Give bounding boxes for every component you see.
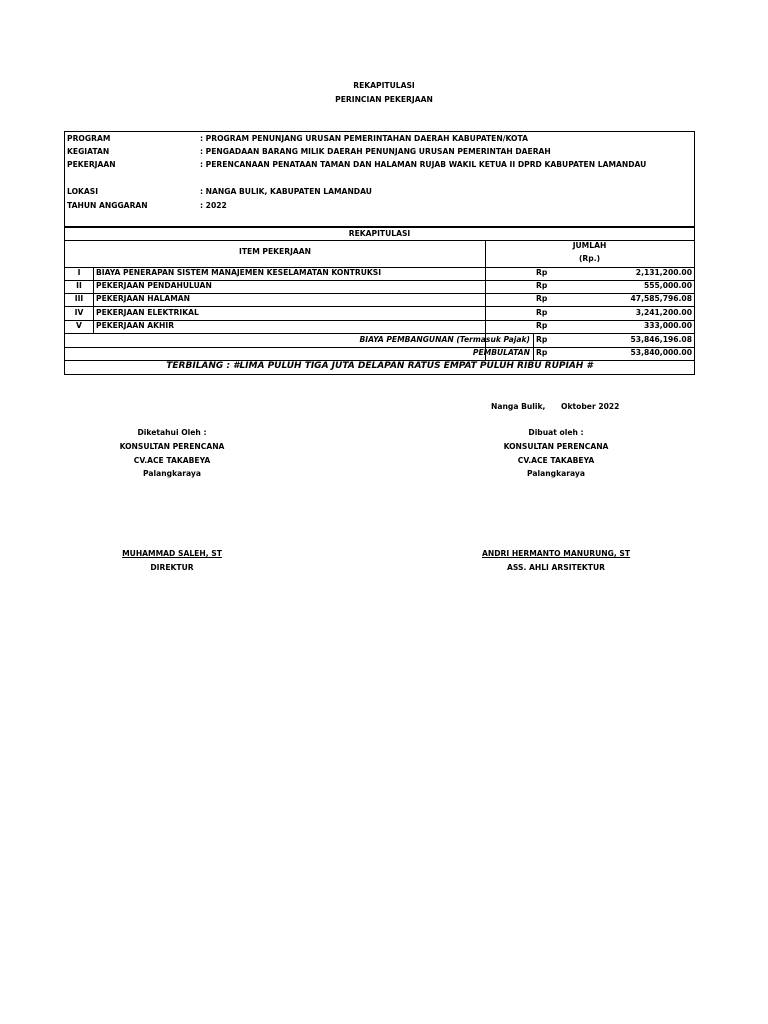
row-number: V [76, 321, 82, 330]
row-number: III [74, 294, 84, 303]
row-currency: Rp [536, 308, 548, 317]
row-number: IV [74, 308, 84, 317]
recap-table [64, 227, 695, 375]
date: Oktober 2022 [561, 402, 620, 411]
document-title: REKAPITULASI [353, 81, 415, 90]
left-sign-company-role: KONSULTAN PERENCANA [119, 442, 225, 451]
row-item: PEKERJAAN PENDAHULUAN [96, 281, 212, 290]
right-signer-name: ANDRI HERMANTO MANURUNG, ST [481, 549, 631, 558]
row-number: I [77, 268, 81, 277]
row-amount: 333,000.00 [643, 321, 692, 330]
lokasi-value: : NANGA BULIK, KABUPATEN LAMANDAU [200, 187, 372, 196]
table-divider [65, 306, 694, 307]
table-divider [533, 333, 534, 360]
tahun-anggaran-label: TAHUN ANGGARAN [67, 201, 148, 210]
left-signer-name: MUHAMMAD SALEH, ST [122, 549, 222, 558]
row-amount: 2,131,200.00 [635, 268, 692, 277]
table-divider [93, 267, 94, 333]
row-item: BIAYA PENERAPAN SISTEM MANAJEMEN KESELAMATAN KONTRUKSI [96, 268, 382, 277]
row-amount: 3,241,200.00 [635, 308, 692, 317]
document-subtitle: PERINCIAN PEKERJAAN [335, 95, 433, 104]
left-sign-caption: Diketahui Oleh : [137, 428, 207, 437]
program-label: PROGRAM [67, 134, 111, 143]
left-sign-city: Palangkaraya [143, 469, 201, 478]
table-divider [485, 267, 486, 360]
project-info-box [64, 131, 695, 227]
pekerjaan-value: : PERENCANAAN PENATAAN TAMAN DAN HALAMAN RUJAB WAKIL KETUA II DPRD KABUPATEN LAMANDAU [200, 160, 647, 169]
row-item: PEKERJAAN ELEKTRIKAL [96, 308, 199, 317]
rounding-label: PEMBULATAN [472, 348, 530, 357]
table-divider [65, 333, 694, 334]
kegiatan-label: KEGIATAN [67, 147, 110, 156]
row-number: II [76, 281, 82, 290]
total-currency: Rp [536, 335, 548, 344]
row-amount: 555,000.00 [643, 281, 692, 290]
row-amount: 47,585,796.08 [630, 294, 692, 303]
row-currency: Rp [536, 294, 548, 303]
program-value: : PROGRAM PENUNJANG URUSAN PEMERINTAHAN DAERAH KABUPATEN/KOTA [200, 134, 528, 143]
lokasi-label: LOKASI [67, 187, 99, 196]
total-amount: 53,846,196.08 [630, 335, 692, 344]
rounding-amount: 53,840,000.00 [630, 348, 692, 357]
right-sign-company-role: KONSULTAN PERENCANA [503, 442, 609, 451]
row-currency: Rp [536, 321, 548, 330]
row-currency: Rp [536, 268, 548, 277]
right-sign-caption: Dibuat oleh : [528, 428, 584, 437]
left-signer-position: DIREKTUR [150, 563, 194, 572]
kegiatan-value: : PENGADAAN BARANG MILIK DAERAH PENUNJANG URUSAN PEMERINTAH DAERAH [200, 147, 551, 156]
rounding-currency: Rp [536, 348, 548, 357]
row-item: PEKERJAAN AKHIR [96, 321, 175, 330]
right-sign-city: Palangkaraya [527, 469, 585, 478]
total-label: BIAYA PEMBANGUNAN (Termasuk Pajak) [359, 335, 530, 344]
pekerjaan-label: PEKERJAAN [67, 160, 116, 169]
table-title: REKAPITULASI [348, 229, 411, 238]
place: Nanga Bulik, [491, 402, 546, 411]
right-sign-company: CV.ACE TAKABEYA [517, 456, 595, 465]
row-currency: Rp [536, 281, 548, 290]
amount-in-words: TERBILANG : #LIMA PULUH TIGA JUTA DELAPAN RATUS EMPAT PULUH RIBU RUPIAH # [166, 361, 593, 371]
left-sign-company: CV.ACE TAKABEYA [133, 456, 211, 465]
right-signer-position: ASS. AHLI ARSITEKTUR [506, 563, 605, 572]
row-item: PEKERJAAN HALAMAN [96, 294, 190, 303]
col-header-jumlah: JUMLAH [572, 241, 607, 250]
col-header-item: ITEM PEKERJAAN [239, 247, 311, 256]
tahun-anggaran-value: : 2022 [200, 201, 227, 210]
col-header-unit: (Rp.) [578, 254, 601, 263]
